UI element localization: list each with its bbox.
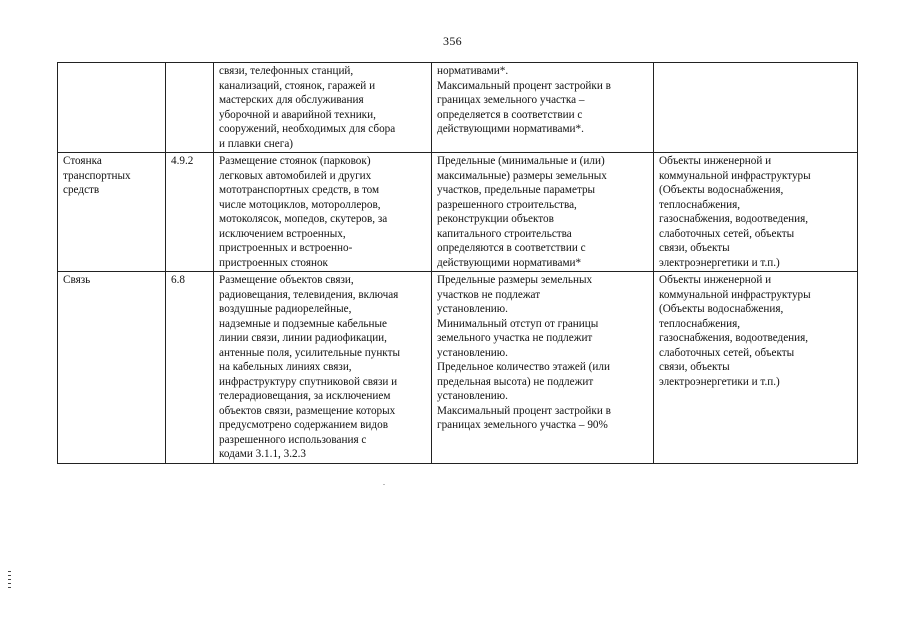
table-row	[58, 153, 858, 272]
parameters-cell: Предельные размеры земельных участков не подлежат установлению. Минимальный отступ от границы земельного участка не подлежит установлению. Предельное количество этажей (или предельная высота) не подлежит установлению. Максимальный процент застройки в границах земельного участка – 90%	[432, 272, 654, 464]
use-description-cell: Размещение объектов связи, радиовещания, телевидения, включая воздушные радиорелейные, надземные и подземные кабельные линии связи, линии радиофикации, антенные поля, усилительные пункты на кабельных линиях связи, инфраструктуру спутниковой связи и телерадиовещания, за исключением объектов связи, размещение которых предусмотрено содержанием видов разрешенного использования с кодами 3.1.1, 3.2.3	[214, 272, 432, 464]
restrictions-cell: Объекты инженерной и коммунальной инфраструктуры (Объекты водоснабжения, теплоснабжения, газоснабжения, водоотведения, слаботочных сетей, объекты связи, объекты электроэнергетики и т.п.)	[654, 272, 858, 464]
use-description-cell: Размещение стоянок (парковок) легковых автомобилей и других мототранспортных средств, в том числе мотоциклов, мотороллеров, мотоколясок, мопедов, скутеров, за исключением встроенных, пристроенных и встроенно- пристроенных стоянок	[214, 153, 432, 272]
land-use-table-container	[57, 62, 857, 464]
use-type-code-cell: 4.9.2	[166, 153, 214, 272]
use-type-name-cell	[58, 63, 166, 153]
table-row	[58, 63, 858, 153]
restrictions-cell	[654, 63, 858, 153]
scan-margin-marks	[8, 571, 11, 588]
use-type-code-cell: 6.8	[166, 272, 214, 464]
parameters-cell: Предельные (минимальные и (или) максимальные) размеры земельных участков, предельные параметры разрешенного строительства, реконструкции объектов капитального строительства определяются в соответствии с действующими нормативами*	[432, 153, 654, 272]
scan-mark	[8, 571, 11, 572]
restrictions-cell: Объекты инженерной и коммунальной инфраструктуры (Объекты водоснабжения, теплоснабжения, газоснабжения, водоотведения, слаботочных сетей, объекты связи, объекты электроэнергетики и т.п.)	[654, 153, 858, 272]
table-row	[58, 272, 858, 464]
scan-mark	[8, 579, 11, 580]
scan-mark	[8, 587, 11, 588]
page-number: 356	[443, 34, 462, 48]
scan-mark	[8, 575, 11, 576]
scan-mark	[8, 583, 11, 584]
use-type-code-cell	[166, 63, 214, 153]
use-description-cell: связи, телефонных станций, канализаций, стоянок, гаражей и мастерских для обслуживания уборочной и аварийной техники, сооружений, необходимых для сбора и плавки снега)	[214, 63, 432, 153]
use-type-name-cell: Связь	[58, 272, 166, 464]
parameters-cell: нормативами*. Максимальный процент застройки в границах земельного участка – определяется в соответствии с действующими нормативами*.	[432, 63, 654, 153]
land-use-table	[57, 62, 858, 464]
use-type-name-cell: Стоянка транспортных средств	[58, 153, 166, 272]
scan-speck	[383, 484, 385, 485]
